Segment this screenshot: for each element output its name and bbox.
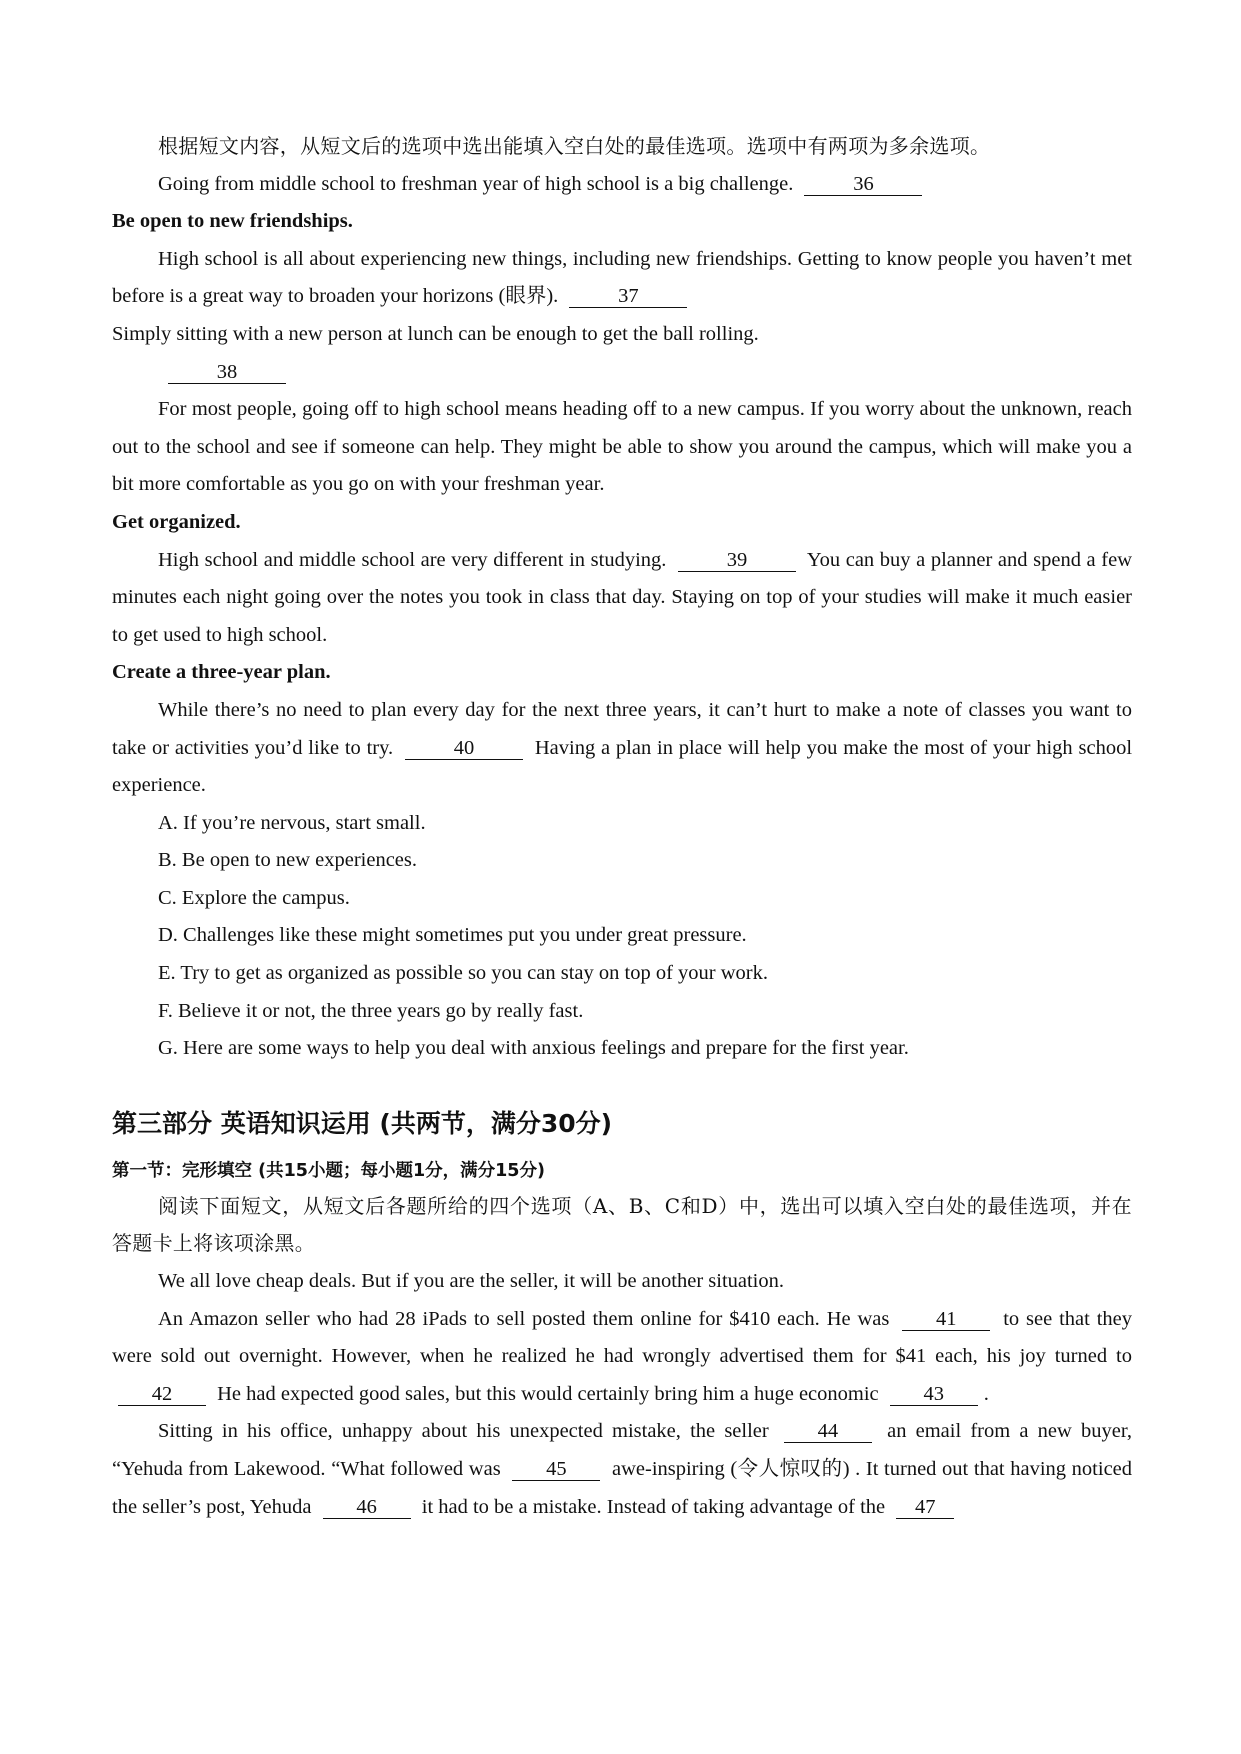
campus-paragraph: For most people, going off to high school means heading off to a new campus. If you worry about the unknown, reach out to the school and see if someone can help. They might be able to show you around the campus, which will make you a bit more comfortable as you go on with your freshman year. <box>112 398 1132 496</box>
friendships-paragraph <box>112 241 1132 316</box>
reading-instruction: 根据短文内容，从短文后的选项中选出能填入空白处的最佳选项。选项中有两项为多余选项。 <box>158 134 991 158</box>
blank-39[interactable]: 39 <box>678 549 796 572</box>
blank-45[interactable]: 45 <box>512 1458 600 1481</box>
option-b: B. Be open to new experiences. <box>158 849 418 872</box>
part3-title: 第三部分 英语知识运用 (共两节，满分30分) <box>112 1108 613 1138</box>
cloze-instruction: 阅读下面短文，从短文后各题所给的四个选项（A、B、C和D）中，选出可以填入空白处的最佳选项，并在答题卡上将该项涂黑。 <box>112 1193 1132 1256</box>
blank-37[interactable]: 37 <box>569 285 687 308</box>
intro-paragraph <box>112 166 1132 204</box>
cloze-p2-text-b: an email from a new buyer, “Yehuda from Lakewood. “What followed was <box>112 1420 1132 1480</box>
heading-organized: Get organized. <box>112 510 241 533</box>
organized-text-a: High school and middle school are very different in studying. <box>158 548 667 571</box>
document-page <box>112 128 1132 1526</box>
cloze-p1-text-b: to see that they were sold out overnight. However, when he realized he had wrongly advertised them for $41 each, his joy turned to <box>112 1307 1133 1368</box>
cloze-intro: We all love cheap deals. But if you are the seller, it will be another situation. <box>158 1270 785 1293</box>
heading-three-year-plan: Create a three-year plan. <box>112 661 331 684</box>
organized-text-b: You can buy a planner and spend a few minutes each night going over the notes you took in class that day. Staying on top of your studies will make it much easier to get used to high school. <box>112 548 1132 646</box>
blank-42[interactable]: 42 <box>118 1383 206 1406</box>
cloze-p2-text-d: it had to be a mistake. Instead of taking advantage of the <box>421 1495 886 1518</box>
cloze-p1-end: . <box>983 1382 989 1405</box>
blank-47[interactable]: 47 <box>896 1496 954 1519</box>
cloze-paragraph-2 <box>112 1413 1132 1526</box>
cloze-p2-text-c: awe-inspiring (令人惊叹的) . It turned out that having noticed the seller’s post, Yehuda <box>112 1458 1133 1518</box>
intro-text: Going from middle school to freshman year of high school is a big challenge. <box>158 172 794 195</box>
cloze-p2-text-a: Sitting in his office, unhappy about his unexpected mistake, the seller <box>158 1420 769 1443</box>
heading-friendships: Be open to new friendships. <box>112 210 353 233</box>
option-g: G. Here are some ways to help you deal with anxious feelings and prepare for the first year. <box>158 1037 909 1060</box>
section1-title: 第一节：完形填空 (共15小题；每小题1分，满分15分) <box>112 1160 545 1181</box>
friendships-line-3: Simply sitting with a new person at lunch can be enough to get the ball rolling. <box>112 322 759 345</box>
option-d: D. Challenges like these might sometimes put you under great pressure. <box>158 924 747 947</box>
blank-44[interactable]: 44 <box>784 1420 872 1443</box>
option-e: E. Try to get as organized as possible so you can stay on top of your work. <box>158 962 768 985</box>
blank-38[interactable]: 38 <box>168 361 286 384</box>
blank-40[interactable]: 40 <box>405 737 523 760</box>
blank-38-line <box>112 354 1132 392</box>
blank-46[interactable]: 46 <box>323 1496 411 1519</box>
organized-paragraph <box>112 542 1132 655</box>
friendships-text: High school is all about experiencing new things, including new friendships. Getting to know people you haven’t met before is a great way to broaden your horizons (眼界). <box>112 247 1132 308</box>
plan-text-b: Having a plan in place will help you make the most of your high school experience. <box>112 736 1133 797</box>
plan-paragraph <box>112 692 1132 805</box>
option-a: A. If you’re nervous, start small. <box>158 811 426 834</box>
cloze-p1-text-a: An Amazon seller who had 28 iPads to sell posted them online for $410 each. He was <box>158 1307 890 1330</box>
cloze-paragraph-1 <box>112 1301 1132 1414</box>
option-f: F. Believe it or not, the three years go by really fast. <box>158 999 584 1022</box>
cloze-p1-text-c: He had expected good sales, but this would certainly bring him a huge economic <box>217 1382 879 1405</box>
plan-text-a: While there’s no need to plan every day for the next three years, it can’t hurt to make a note of classes you want to take or activities you’d like to try. <box>112 698 1132 759</box>
blank-36[interactable]: 36 <box>804 173 922 196</box>
blank-43[interactable]: 43 <box>890 1383 978 1406</box>
option-c: C. Explore the campus. <box>158 886 350 909</box>
options-list <box>112 805 1132 1068</box>
blank-41[interactable]: 41 <box>902 1308 990 1331</box>
